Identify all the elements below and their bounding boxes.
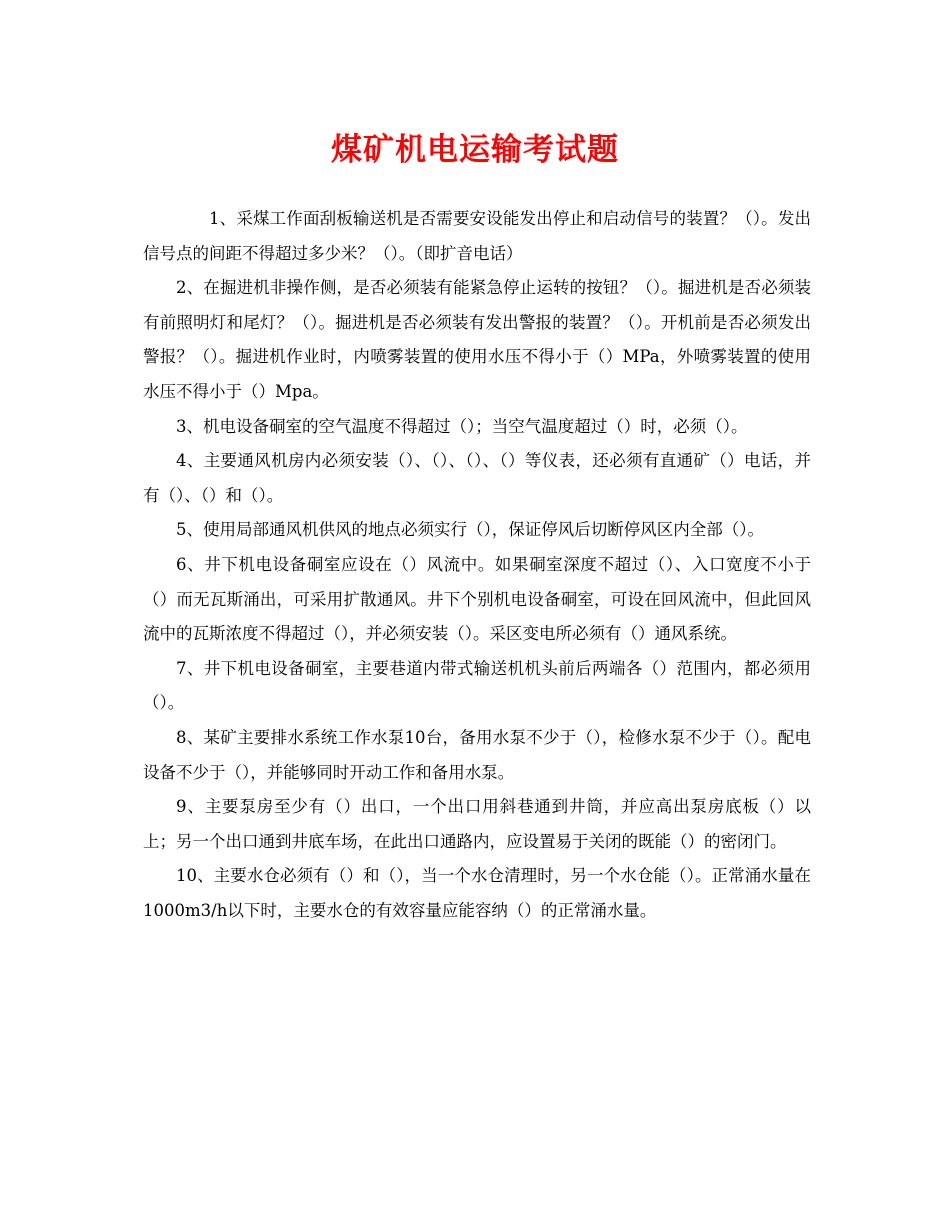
question-6: 6、井下机电设备硐室应设在（）风流中。如果硐室深度不超过（）、入口宽度不小于（）而无瓦斯涌出，可采用扩散通风。井下个别机电设备硐室，可设在回风流中，但此回风流中的瓦斯浓度不得超过（），并必须安装（）。采区变电所必须有（）通风系统。 — [143, 554, 811, 644]
question-5: 5、使用局部通风机供风的地点必须实行（），保证停风后切断停风区内全部（）。 — [176, 520, 764, 540]
question-8: 8、某矿主要排水系统工作水泵10台，备用水泵不少于（），检修水泵不少于（）。配电设备不少于（），并能够同时开动工作和备用水泵。 — [143, 727, 811, 782]
question-9: 9、主要泵房至少有（）出口，一个出口用斜巷通到井筒，并应高出泵房底板（）以上；另一个出口通到井底车场，在此出口通路内，应设置易于关闭的既能（）的密闭门。 — [143, 797, 811, 851]
question-list — [143, 202, 811, 928]
question-4: 4、主要通风机房内必须安装（）、（）、（）、（）等仪表，还必须有直通矿（）电话，并有（）、（）和（）。 — [143, 451, 811, 505]
question-1: 1、采煤工作面刮板输送机是否需要安设能发出停止和启动信号的装置？（）。发出信号点的间距不得超过多少米？（）。（即扩音电话） — [143, 209, 811, 263]
question-2: 2、在掘进机非操作侧，是否必须装有能紧急停止运转的按钮？（）。掘进机是否必须装有前照明灯和尾灯？（）。掘进机是否必须装有发出警报的装置？（）。开机前是否必须发出警报？（）。掘进机作业时，内喷雾装置的使用水压不得小于（）MPa，外喷雾装置的使用水压不得小于（）Mpa。 — [143, 278, 811, 401]
question-3: 3、机电设备硐室的空气温度不得超过（）；当空气温度超过（）时，必须（）。 — [176, 416, 748, 436]
document-title: 煤矿机电运输考试题 — [331, 132, 619, 168]
question-7: 7、井下机电设备硐室，主要巷道内带式输送机机头前后两端各（）范围内，都必须用（）。 — [143, 658, 811, 713]
question-10: 10、主要水仓必须有（）和（），当一个水仓清理时，另一个水仓能（）。正常涌水量在1000m3/h以下时，主要水仓的有效容量应能容纳（）的正常涌水量。 — [143, 866, 811, 920]
